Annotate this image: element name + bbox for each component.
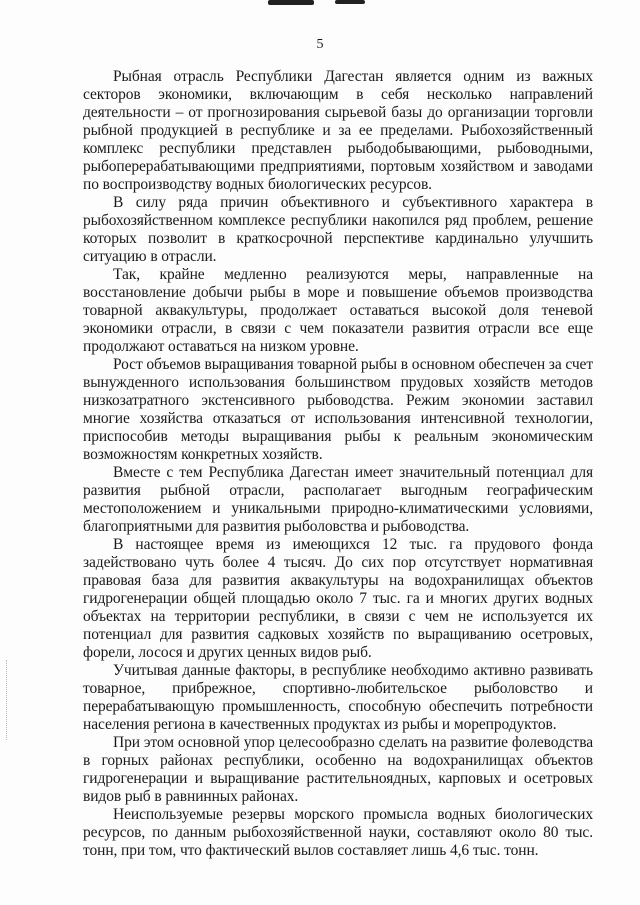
- paragraph: Рыбная отрасль Республики Дагестан является одним из важных секторов экономики, включающим в себя несколько направлений деятельности – от прогнозирования сырьевой базы до организации торговли рыбной продукцией в республике и за ее пределами. Рыбохозяйственный комплекс республики представлен рыбодобывающими, рыбоводными, рыбоперерабатывающими предприятиями, портовым хозяйством и заводами по воспроизводству водных биологических ресурсов.: [83, 68, 593, 193]
- paragraph: Вместе с тем Республика Дагестан имеет значительный потенциал для развития рыбной отрасли, располагает выгодным географическим местоположением и уникальными природно-климатическими условиями, благоприятными для развития рыболовства и рыбоводства.: [83, 464, 593, 535]
- paragraph: Учитывая данные факторы, в республике необходимо активно развивать товарное, прибрежное, спортивно-любительское рыболовство и перерабатывающую промышленность, способную обеспечить потребности населения региона в качественных продуктах из рыбы и морепродуктов.: [83, 662, 593, 733]
- paragraph: В настоящее время из имеющихся 12 тыс. га прудового фонда задействовано чуть более 4 тысяч. До сих пор отсутствует нормативная правовая база для развития аквакультуры на водохранилищах объектов гидрогенерации общей площадью около 7 тыс. га и многих других водных объектах на территории республики, в связи с чем не используется их потенциал для развития садковых хозяйств по выращиванию осетровых, форели, лосося и других ценных видов рыб.: [83, 536, 593, 661]
- page-number: 5: [316, 37, 324, 52]
- paragraph: В силу ряда причин объективного и субъективного характера в рыбохозяйственном комплексе республики накопился ряд проблем, решение которых позволит в краткосрочной перспективе кардинально улучшить ситуацию в отрасли.: [83, 194, 593, 265]
- paragraph: Рост объемов выращивания товарной рыбы в основном обеспечен за счет вынужденного использования большинством прудовых хозяйств методов низкозатратного экстенсивного рыбоводства. Режим экономии заставил многие хозяйства отказаться от использования интенсивной технологии, приспособив методы выращивания рыбы к реальным экономическим возможностям конкретных хозяйств.: [83, 356, 594, 463]
- margin-marks: [6, 660, 11, 740]
- scan-artifact: [268, 0, 314, 5]
- scan-artifact: [335, 0, 365, 4]
- document-body: [83, 68, 593, 860]
- paragraph: Так, крайне медленно реализуются меры, направленные на восстановление добычи рыбы в море и повышение объемов производства товарной аквакультуры, продолжает оставаться высокой доля теневой экономики отрасли, в связи с чем показатели развития отрасли все еще продолжают оставаться на низком уровне.: [83, 266, 593, 355]
- paragraph: Неиспользуемые резервы морского промысла водных биологических ресурсов, по данным рыбохозяйственной науки, составляют около 80 тыс. тонн, при том, что фактический вылов составляет лишь 4,6 тыс. тонн.: [83, 806, 593, 859]
- paragraph: При этом основной упор целесообразно сделать на развитие фолеводства в горных районах республики, особенно на водохранилищах объектов гидрогенерации и выращивание растительноядных, карповых и осетровых видов рыб в равнинных районах.: [83, 734, 593, 805]
